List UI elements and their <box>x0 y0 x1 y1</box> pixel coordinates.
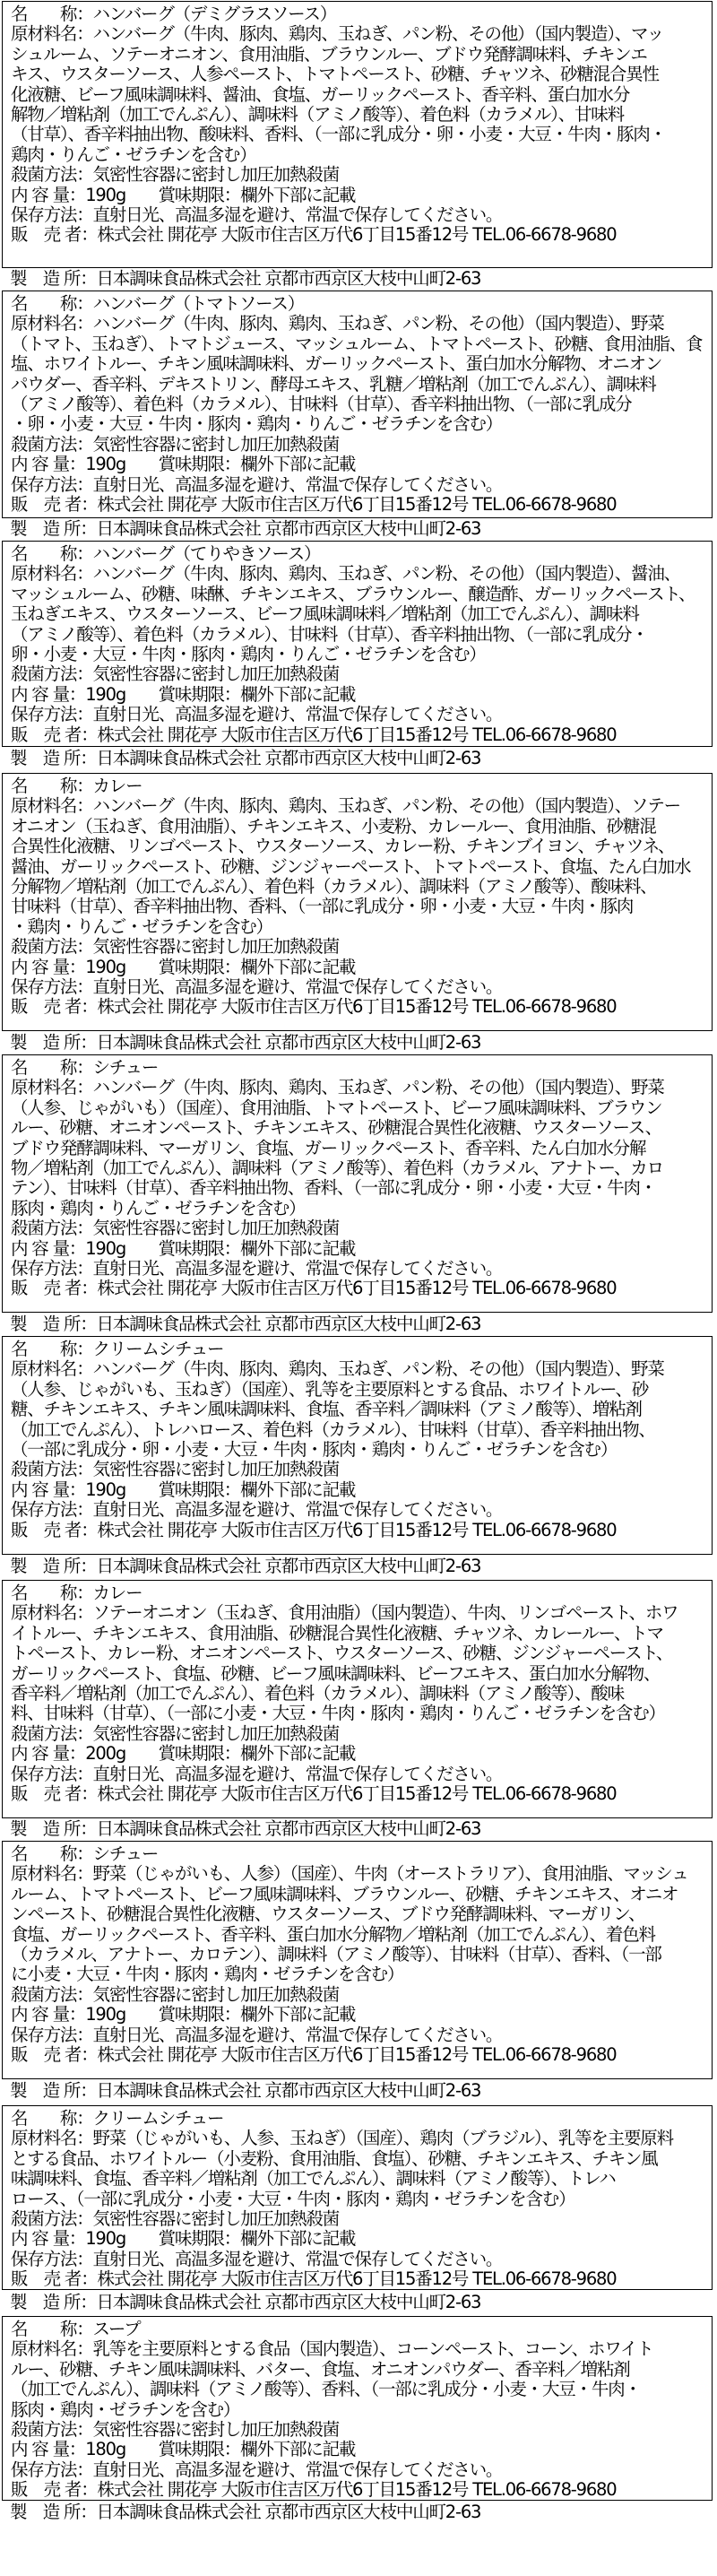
label-line: 保存方法：直射日光、高温多湿を避け、常温で保存してください。 <box>11 977 503 997</box>
label-line: 殺菌方法：気密性容器に密封し加圧加熱殺菌 <box>11 2420 340 2440</box>
label-line: ルー、砂糖、オニオンペースト、チキンエキス、砂糖混合異性化液糖、ウスターソース、 <box>11 1118 661 1139</box>
label-line: ロース、（一部に乳成分・小麦・大豆・牛肉・豚肉・鶏肉・ゼラチンを含む） <box>11 2189 575 2209</box>
label-line: 内 容 量：190g 賞味期限：欄外下部に記載 <box>11 1238 356 1259</box>
label-line: （加工でんぷん）、トレハロース、着色料（カラメル）、甘味料（甘草）、香辛料抽出物、 <box>11 1419 655 1440</box>
label-line: ルー、砂糖、チキン風味調味料、バター、食塩、オニオンパウダー、香辛料／増粘剤 <box>11 2359 630 2380</box>
label-line: ガーリックペースト、食塩、砂糖、ビーフ風味調味料、ビーフエキス、蛋白加水分解物、 <box>11 1663 661 1684</box>
label-line: 殺菌方法：気密性容器に密封し加圧加熱殺菌 <box>11 165 340 186</box>
label-panel <box>2 773 713 1031</box>
manufacturer-line: 製 造 所：日本調味食品株式会社 京都市西京区大枝中山町2-63 <box>10 269 481 289</box>
label-line: マッシュルーム、砂糖、味醂、チキンエキス、ブラウンルー、醸造酢、ガーリックペースト、 <box>11 584 695 604</box>
label-line: 保存方法：直射日光、高温多湿を避け、常温で保存してください。 <box>11 2459 503 2480</box>
manufacturer-line: 製 造 所：日本調味食品株式会社 京都市西京区大枝中山町2-63 <box>10 1557 481 1576</box>
manufacturer-line: 製 造 所：日本調味食品株式会社 京都市西京区大枝中山町2-63 <box>10 2081 481 2101</box>
label-line: 原材料名：ハンバーグ（牛肉、豚肉、鶏肉、玉ねぎ、パン粉、その他）（国内製造）、マッ <box>11 24 663 45</box>
label-line: 内 容 量：190g 賞味期限：欄外下部に記載 <box>11 684 356 705</box>
label-line: （一部に乳成分・卵・小麦・大豆・牛肉・豚肉・鶏肉・りんご・ゼラチンを含む） <box>11 1440 618 1460</box>
manufacturer-line: 製 造 所：日本調味食品株式会社 京都市西京区大枝中山町2-63 <box>10 749 481 768</box>
label-line: 塩、ホワイトルー、チキン風味調味料、ガーリックペースト、蛋白加水分解物、オニオン <box>11 354 662 375</box>
label-line: 保存方法：直射日光、高温多湿を避け、常温で保存してください。 <box>11 205 503 225</box>
label-panel <box>2 291 713 518</box>
label-line: 販 売 者：株式会社 開花亭 大阪市住吉区万代6丁目15番12号 TEL.06-6678-9680 <box>11 2045 617 2065</box>
label-line: に小麦・大豆・牛肉・豚肉・鶏肉・ゼラチンを含む） <box>11 1965 404 1985</box>
label-line: （カラメル、アナトー、カロテン）、調味料（アミノ酸等）、甘味料（甘草）、香料、（一部 <box>11 1945 661 1965</box>
label-line: キス、ウスターソース、人参ペースト、トマトペースト、砂糖、チャツネ、砂糖混合異性 <box>11 65 659 85</box>
label-line: ルーム、トマトペースト、ビーフ風味調味料、ブラウンルー、砂糖、チキンエキス、オニオ <box>11 1884 678 1904</box>
label-line: 合異性化液糖、リンゴペースト、ウスターソース、カレー粉、チキンブイヨン、チャツネ、 <box>11 837 675 857</box>
label-line: （加工でんぷん）、調味料（アミノ酸等）、香料、（一部に乳成分・小麦・大豆・牛肉・ <box>11 2380 641 2400</box>
label-panel <box>2 1580 713 1818</box>
label-line: 解物／増粘剤（加工でんぷん）、調味料（アミノ酸等）、着色料（カラメル）、甘味料 <box>11 105 624 125</box>
label-line: 販 売 者：株式会社 開花亭 大阪市住吉区万代6丁目15番12号 TEL.06-6678-9680 <box>11 1520 617 1540</box>
manufacturer-line: 製 造 所：日本調味食品株式会社 京都市西京区大枝中山町2-63 <box>10 1819 481 1839</box>
label-line: パウダー、香辛料、デキストリン、酵母エキス、乳糖／増粘剤（加工でんぷん）、調味料 <box>11 374 656 395</box>
label-panel <box>2 541 713 747</box>
label-line: 販 売 者：株式会社 開花亭 大阪市住吉区万代6丁目15番12号 TEL.06-6678-9680 <box>11 1279 617 1299</box>
label-line: 殺菌方法：気密性容器に密封し加圧加熱殺菌 <box>11 1984 340 2005</box>
label-line: 殺菌方法：気密性容器に密封し加圧加熱殺菌 <box>11 1460 340 1480</box>
label-line: 内 容 量：190g 賞味期限：欄外下部に記載 <box>11 2229 356 2250</box>
label-line: トペースト、カレー粉、オニオンペースト、ウスターソース、砂糖、ジンジャーペースト、 <box>11 1644 673 1664</box>
label-line: （アミノ酸等）、着色料（カラメル）、甘味料（甘草）、香辛料抽出物、（一部に乳成分 <box>11 395 632 414</box>
label-line: 保存方法：直射日光、高温多湿を避け、常温で保存してください。 <box>11 1500 503 1521</box>
label-line: 殺菌方法：気密性容器に密封し加圧加熱殺菌 <box>11 1723 340 1744</box>
manufacturer-line: 製 造 所：日本調味食品株式会社 京都市西京区大枝中山町2-63 <box>10 1314 481 1334</box>
label-line: 原材料名：ハンバーグ（牛肉、豚肉、鶏肉、玉ねぎ、パン粉、その他）（国内製造）、野菜 <box>11 1359 664 1380</box>
label-line: 殺菌方法：気密性容器に密封し加圧加熱殺菌 <box>11 937 340 958</box>
label-line: 卵・小麦・大豆・牛肉・豚肉・鶏肉・りんご・ゼラチンを含む） <box>11 645 486 664</box>
product-name-line: 名 称：クリームシチュー <box>11 1340 224 1359</box>
label-line: 内 容 量：190g 賞味期限：欄外下部に記載 <box>11 185 356 205</box>
product-name-line: 名 称：スープ <box>11 2320 141 2339</box>
label-line: 内 容 量：190g 賞味期限：欄外下部に記載 <box>11 1479 356 1500</box>
label-line: 鶏肉・りんご・ゼラチンを含む） <box>11 144 256 165</box>
label-line: 味調味料、食塩、香辛料／増粘剤（加工でんぷん）、調味料（アミノ酸等）、トレハ <box>11 2169 616 2190</box>
label-line: 物／増粘剤（加工でんぷん）、調味料（アミノ酸等）、着色料（カラメル、アナトー、カロ <box>11 1158 663 1178</box>
manufacturer-line: 製 造 所：日本調味食品株式会社 京都市西京区大枝中山町2-63 <box>10 2293 481 2312</box>
label-line: 内 容 量：190g 賞味期限：欄外下部に記載 <box>11 455 356 475</box>
label-line: 販 売 者：株式会社 開花亭 大阪市住吉区万代6丁目15番12号 TEL.06-6678-9680 <box>11 495 617 515</box>
label-line: シュルーム、ソテーオニオン、食用油脂、ブラウンルー、ブドウ発酵調味料、チキンエ <box>11 44 647 65</box>
label-line: テン）、甘味料（甘草）、香辛料抽出物、香料、（一部に乳成分・卵・小麦・大豆・牛肉・ <box>11 1178 657 1199</box>
label-line: 殺菌方法：気密性容器に密封し加圧加熱殺菌 <box>11 664 340 685</box>
label-line: 保存方法：直射日光、高温多湿を避け、常温で保存してください。 <box>11 1259 503 1279</box>
product-name-line: 名 称：ハンバーグ（てりやきソース） <box>11 544 321 564</box>
label-panel <box>2 2105 713 2290</box>
label-line: 殺菌方法：気密性容器に密封し加圧加熱殺菌 <box>11 2209 340 2229</box>
label-line: 内 容 量：200g 賞味期限：欄外下部に記載 <box>11 1744 356 1765</box>
label-line: とする食品、ホワイトルー（小麦粉、食用油脂、食塩）、砂糖、チキンエキス、チキン風 <box>11 2148 658 2169</box>
label-line: 内 容 量：180g 賞味期限：欄外下部に記載 <box>11 2440 356 2460</box>
label-line: 豚肉・鶏肉・りんご・ゼラチンを含む） <box>11 1198 306 1219</box>
label-line: 販 売 者：株式会社 開花亭 大阪市住吉区万代6丁目15番12号 TEL.06-6678-9680 <box>11 225 617 246</box>
label-line: 原材料名：乳等を主要原料とする食品（国内製造）、コーンペースト、コーン、ホワイト <box>11 2339 653 2360</box>
label-line: （人参、じゃがいも、玉ねぎ）（国産）、乳等を主要原料とする食品、ホワイトルー、砂 <box>11 1379 649 1400</box>
label-line: ・卵・小麦・大豆・牛肉・豚肉・鶏肉・りんご・ゼラチンを含む） <box>11 414 503 435</box>
label-line: 販 売 者：株式会社 開花亭 大阪市住吉区万代6丁目15番12号 TEL.06-6678-9680 <box>11 997 617 1018</box>
label-line: 醤油、ガーリックペースト、砂糖、ジンジャーペースト、トマトペースト、食塩、たん白加水 <box>11 856 691 877</box>
label-line: 原材料名：ソテーオニオン（玉ねぎ、食用油脂）（国内製造）、牛肉、リンゴペースト、ホワ <box>11 1603 678 1624</box>
label-line: 糖、チキンエキス、チキン風味調味料、食塩、香辛料／調味料（アミノ酸等）、増粘剤 <box>11 1400 642 1420</box>
label-panel <box>2 1841 713 2079</box>
label-line: 殺菌方法：気密性容器に密封し加圧加熱殺菌 <box>11 1219 340 1239</box>
product-name-line: 名 称：ハンバーグ（トマトソース） <box>11 294 305 314</box>
label-line: 原材料名：ハンバーグ（牛肉、豚肉、鶏肉、玉ねぎ、パン粉、その他）（国内製造）、野菜 <box>11 314 664 334</box>
label-line: 料、甘味料（甘草）、（一部に小麦・大豆・牛肉・豚肉・鶏肉・りんご・ゼラチンを含む） <box>11 1704 665 1724</box>
label-line: 原材料名：ハンバーグ（牛肉、豚肉、鶏肉、玉ねぎ、パン粉、その他）（国内製造）、醤油、 <box>11 564 680 585</box>
label-line: イトルー、チキンエキス、食用油脂、砂糖混合異性化液糖、チャツネ、カレールー、トマ <box>11 1623 663 1644</box>
label-line: 保存方法：直射日光、高温多湿を避け、常温で保存してください。 <box>11 2025 503 2045</box>
label-line: 保存方法：直射日光、高温多湿を避け、常温で保存してください。 <box>11 2249 503 2269</box>
label-line: 販 売 者：株式会社 開花亭 大阪市住吉区万代6丁目15番12号 TEL.06-6678-9680 <box>11 724 617 745</box>
label-panel <box>2 1336 713 1555</box>
label-line: 内 容 量：190g 賞味期限：欄外下部に記載 <box>11 2005 356 2025</box>
product-name-line: 名 称：シチュー <box>11 1844 159 1864</box>
product-name-line: 名 称：ハンバーグ（デミグラスソース） <box>11 4 337 24</box>
label-line: 甘味料（甘草）、香辛料抽出物、香料、（一部に乳成分・卵・小麦・大豆・牛肉・豚肉 <box>11 897 634 917</box>
label-line: 保存方法：直射日光、高温多湿を避け、常温で保存してください。 <box>11 1764 503 1784</box>
label-line: （アミノ酸等）、着色料（カラメル）、甘味料（甘草）、香辛料抽出物、（一部に乳成分・ <box>11 624 648 645</box>
label-line: 原材料名：ハンバーグ（牛肉、豚肉、鶏肉、玉ねぎ、パン粉、その他）（国内製造）、ソテー <box>11 796 680 817</box>
label-panel <box>2 1 713 268</box>
label-line: オニオン（玉ねぎ、食用油脂）、チキンエキス、小麦粉、カレールー、食用油脂、砂糖混 <box>11 816 656 837</box>
product-name-line: 名 称：シチュー <box>11 1058 159 1078</box>
label-line: 殺菌方法：気密性容器に密封し加圧加熱殺菌 <box>11 434 340 455</box>
label-line: （甘草）、香辛料抽出物、酸味料、香料、（一部に乳成分・卵・小麦・大豆・牛肉・豚肉・ <box>11 125 666 145</box>
manufacturer-line: 製 造 所：日本調味食品株式会社 京都市西京区大枝中山町2-63 <box>10 2502 481 2522</box>
label-line: 原材料名：ハンバーグ（牛肉、豚肉、鶏肉、玉ねぎ、パン粉、その他）（国内製造）、野菜 <box>11 1078 664 1098</box>
label-line: ンペースト、砂糖混合異性化液糖、ウスターソース、ブドウ発酵調味料、マーガリン、 <box>11 1904 645 1925</box>
label-line: 化液糖、ビーフ風味調味料、醤油、食塩、ガーリックペースト、香辛料、蛋白加水分 <box>11 84 630 105</box>
label-line: 販 売 者：株式会社 開花亭 大阪市住吉区万代6丁目15番12号 TEL.06-6678-9680 <box>11 1784 617 1804</box>
label-line: （トマト、玉ねぎ）、トマトジュース、マッシュルーム、トマトペースト、砂糖、食用油脂、食 <box>11 334 703 354</box>
label-line: （人参、じゃがいも）（国産）、食用油脂、トマトペースト、ビーフ風味調味料、ブラウン <box>11 1097 662 1118</box>
label-line: 食塩、ガーリックペースト、香辛料、蛋白加水分解物／増粘剤（加工でんぷん）、着色料 <box>11 1924 655 1945</box>
label-line: 玉ねぎエキス、ウスターソース、ビーフ風味調味料／増粘剤（加工でんぷん）、調味料 <box>11 604 639 625</box>
label-line: 保存方法：直射日光、高温多湿を避け、常温で保存してください。 <box>11 705 503 725</box>
label-line: 販 売 者：株式会社 開花亭 大阪市住吉区万代6丁目15番12号 TEL.06-6678-9680 <box>11 2480 617 2501</box>
label-panel <box>2 2316 713 2501</box>
label-line: ・鶏肉・りんご・ゼラチンを含む） <box>11 916 272 937</box>
label-line: 内 容 量：190g 賞味期限：欄外下部に記載 <box>11 957 356 977</box>
label-line: ブドウ発酵調味料、マーガリン、食塩、ガーリックペースト、香辛料、たん白加水分解 <box>11 1138 646 1158</box>
manufacturer-line: 製 造 所：日本調味食品株式会社 京都市西京区大枝中山町2-63 <box>10 519 481 539</box>
product-name-line: 名 称：カレー <box>11 776 143 796</box>
label-line: 保存方法：直射日光、高温多湿を避け、常温で保存してください。 <box>11 474 503 495</box>
label-line: 販 売 者：株式会社 開花亭 大阪市住吉区万代6丁目15番12号 TEL.06-6678-9680 <box>11 2269 617 2290</box>
label-panel <box>2 1054 713 1313</box>
manufacturer-line: 製 造 所：日本調味食品株式会社 京都市西京区大枝中山町2-63 <box>10 1033 481 1053</box>
label-line: 分解物／増粘剤（加工でんぷん）、着色料（カラメル）、調味料（アミノ酸等）、酸味料、 <box>11 877 657 897</box>
label-line: 原材料名：野菜（じゃがいも、人参、玉ねぎ）（国産）、鶏肉（ブラジル）、乳等を主要原料 <box>11 2129 673 2149</box>
product-name-line: 名 称：クリームシチュー <box>11 2109 224 2129</box>
label-line: 豚肉・鶏肉・ゼラチンを含む） <box>11 2399 240 2420</box>
label-line: 香辛料／増粘剤（加工でんぷん）、着色料（カラメル）、調味料（アミノ酸等）、酸味 <box>11 1684 624 1704</box>
product-name-line: 名 称：カレー <box>11 1583 143 1603</box>
label-line: 原材料名：野菜（じゃがいも、人参）（国産）、牛肉（オーストラリア）、食用油脂、マッシュ <box>11 1864 688 1885</box>
